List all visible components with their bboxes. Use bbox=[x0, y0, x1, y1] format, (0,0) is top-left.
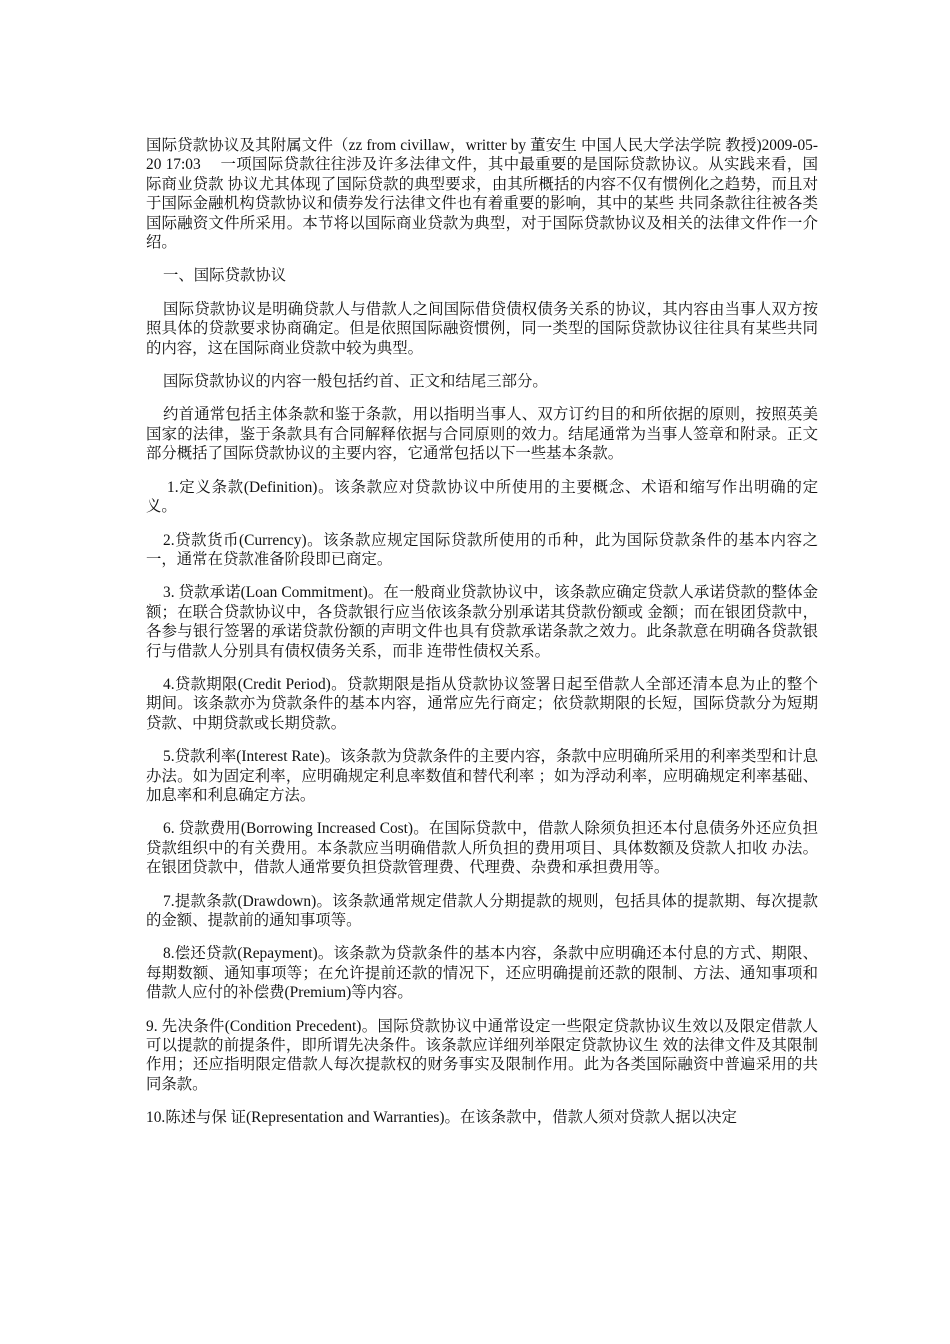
clause-4: 4.贷款期限(Credit Period)。贷款期限是指从贷款协议签署日起至借款人全部还清本息为止的整个期间。该条款亦为贷款条件的基本内容，通常应先行商定；依贷款期限的长短，国际贷款分为短期贷款、中期贷款或长期贷款。 bbox=[146, 675, 818, 732]
clause-8: 8.偿还贷款(Repayment)。该条款为贷款条件的基本内容，条款中应明确还本付息的方式、期限、每期数额、通知事项等；在允许提前还款的情况下，还应明确提前还款的限制、方法、通知事项和借款人应付的补偿费(Premium)等内容。 bbox=[146, 945, 818, 1002]
definition-paragraph: 国际贷款协议是明确贷款人与借款人之间国际借贷债权债务关系的协议，其内容由当事人双方按照具体的贷款要求协商确定。但是依照国际融资惯例，同一类型的国际贷款协议往往具有某些共同的内容，这在国际商业贷款中较为典型。 bbox=[146, 300, 818, 357]
clause-2: 2.贷款货币(Currency)。该条款应规定国际贷款所使用的币种，此为国际贷款条件的基本内容之一，通常在贷款准备阶段即已商定。 bbox=[146, 531, 818, 568]
parts-paragraph: 国际贷款协议的内容一般包括约首、正文和结尾三部分。 bbox=[163, 373, 548, 391]
clause-10: 10.陈述与保 证(Representation and Warranties)。在该条款中，借款人须对贷款人据以决定 bbox=[146, 1109, 737, 1127]
structure-paragraph: 约首通常包括主体条款和鉴于条款，用以指明当事人、双方订约目的和所依据的原则，按照英美国家的法律，鉴于条款具有合同解释依据与合同原则的效力。结尾通常为当事人签章和附录。正文部分概括了国际贷款协议的主要内容，它通常包括以下一些基本条款。 bbox=[146, 406, 818, 463]
clause-1: 1.定义条款(Definition)。该条款应对贷款协议中所使用的主要概念、术语和缩写作出明确的定义。 bbox=[146, 478, 818, 516]
clause-6: 6. 贷款费用(Borrowing Increased Cost)。在国际贷款中，借款人除须负担还本付息债务外还应负担贷款组织中的有关费用。本条款应当明确借款人所负担的费用项目、具体数额及贷款人扣收 办法。在银团贷款中，借款人通常要负担贷款管理费、代理费、杂费和承担费用等。 bbox=[146, 820, 818, 877]
section-heading: 一、国际贷款协议 bbox=[163, 267, 287, 285]
clause-9: 9. 先决条件(Condition Precedent)。国际贷款协议中通常设定一些限定贷款协议生效以及限定借款人可以提款的前提条件，即所谓先决条件。该条款应详细列举限定贷款协议生 效的法律文件及其限制作用；还应指明限定借款人每次提款权的财务事实及限制作用。此为各类国际融资中普遍采用的共同条款。 bbox=[146, 1017, 818, 1093]
document-body bbox=[146, 136, 818, 1128]
clause-3: 3. 贷款承诺(Loan Commitment)。在一般商业贷款协议中，该条款应确定贷款人承诺贷款的整体金额；在联合贷款协议中，各贷款银行应当依该条款分别承诺其贷款份额或 金额；而在银团贷款中，各参与银行签署的承诺贷款份额的声明文件也具有贷款承诺条款之效力。此条款意在明确各贷款银行与借款人分别具有债权债务关系，而非 连带性债权关系。 bbox=[146, 584, 818, 660]
clause-7: 7.提款条款(Drawdown)。该条款通常规定借款人分期提款的规则，包括具体的提款期、每次提款的金额、提款前的通知事项等。 bbox=[146, 892, 818, 929]
intro-paragraph: 国际贷款协议及其附属文件（zz from civillaw，writter by 董安生 中国人民大学法学院 教授)2009-05-20 17:03 一项国际贷款往往涉及许多法律文件，其中最重要的是国际贷款协议。从实践来看，国际商业贷款 协议尤其体现了国际贷款的典型要求，由其所概括的内容不仅有惯例化之趋势，而且对于国际金融机构贷款协议和债券发行法律文件也有着重要的影响，其中的某些 共同条款往往被各类国际融资文件所采用。本节将以国际商业贷款为典型，对于国际贷款协议及相关的法律文件作一介绍。 bbox=[146, 137, 818, 252]
clause-5: 5.贷款利率(Interest Rate)。该条款为贷款条件的主要内容，条款中应明确所采用的利率类型和计息办法。如为固定利率，应明确规定利息率数值和替代利率 ；如为浮动利率，应明确规定利率基础、加息率和利息确定方法。 bbox=[146, 748, 818, 804]
